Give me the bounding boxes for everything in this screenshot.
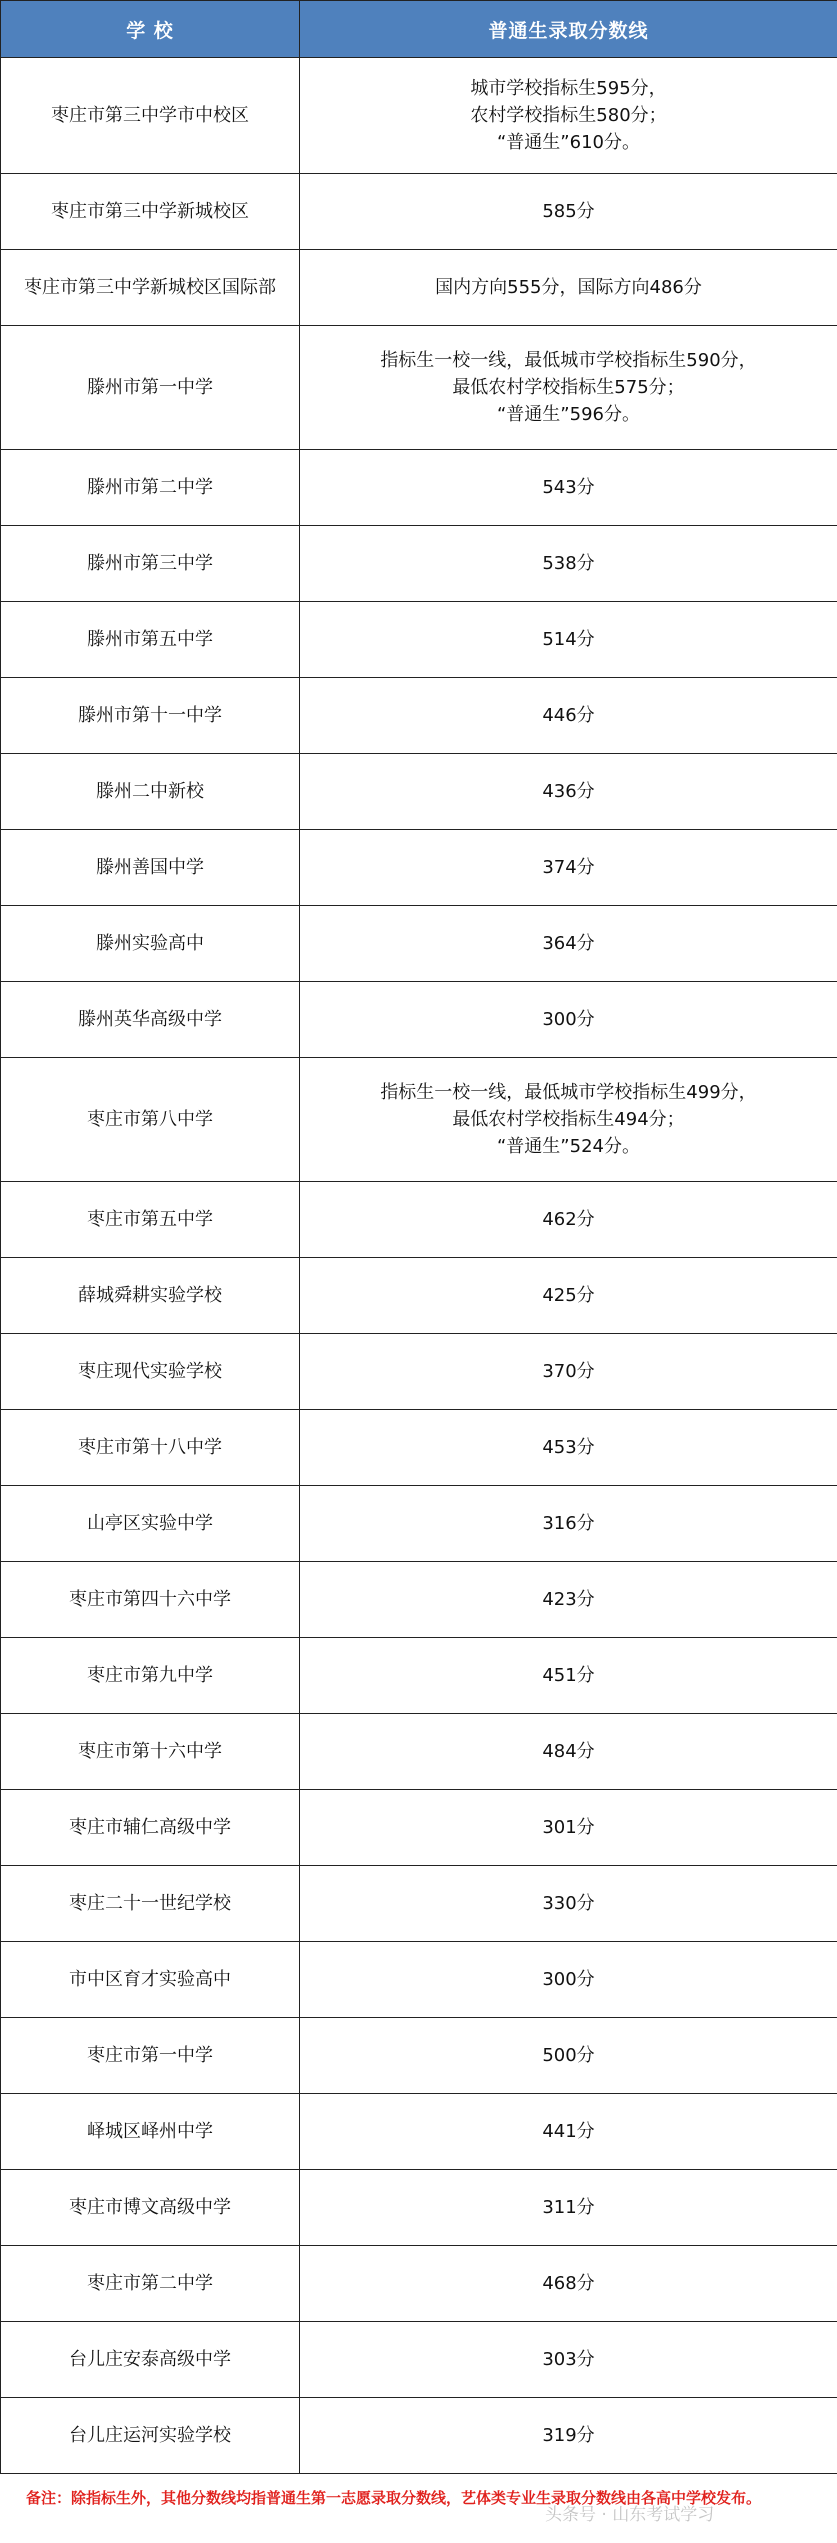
table-row xyxy=(1,830,837,906)
score-line: 468分 xyxy=(542,2273,595,2294)
school-cell: 枣庄市辅仁高级中学 xyxy=(1,1790,300,1866)
score-cell xyxy=(300,250,837,326)
score-cell xyxy=(300,602,837,678)
table-row xyxy=(1,2170,837,2246)
school-cell: 枣庄市第三中学新城校区 xyxy=(1,174,300,250)
score-cell xyxy=(300,2170,837,2246)
score-cell xyxy=(300,830,837,906)
table-row xyxy=(1,2398,837,2474)
score-cell xyxy=(300,1714,837,1790)
table-row xyxy=(1,2322,837,2398)
table-row xyxy=(1,2094,837,2170)
score-cell xyxy=(300,2246,837,2322)
school-cell: 台儿庄安泰高级中学 xyxy=(1,2322,300,2398)
footnote: 备注：除指标生外，其他分数线均指普通生第一志愿录取分数线，艺体类专业生录取分数线由各高中学校发布。 xyxy=(26,2489,762,2507)
table-body xyxy=(1,58,837,2474)
table-row xyxy=(1,1058,837,1182)
score-line: 425分 xyxy=(542,1285,595,1306)
score-line: 指标生一校一线，最低城市学校指标生590分， xyxy=(380,350,757,371)
score-line: 城市学校指标生595分， xyxy=(470,78,667,99)
table-header-row xyxy=(1,1,837,58)
score-line: “普通生”524分。 xyxy=(496,1136,640,1157)
score-cell xyxy=(300,326,837,450)
table-row xyxy=(1,1182,837,1258)
score-cell xyxy=(300,58,837,174)
table-row xyxy=(1,1258,837,1334)
score-line: “普通生”610分。 xyxy=(496,132,640,153)
table-row xyxy=(1,1942,837,2018)
table-row xyxy=(1,602,837,678)
score-line: 484分 xyxy=(542,1741,595,1762)
score-cell xyxy=(300,906,837,982)
table-row xyxy=(1,1790,837,1866)
school-cell: 枣庄市第十八中学 xyxy=(1,1410,300,1486)
table-row xyxy=(1,1714,837,1790)
table-row xyxy=(1,754,837,830)
header-score: 普通生录取分数线 xyxy=(300,1,837,58)
score-line: 374分 xyxy=(542,857,595,878)
score-cell xyxy=(300,1258,837,1334)
score-cell xyxy=(300,1942,837,2018)
score-line: 370分 xyxy=(542,1361,595,1382)
score-cell xyxy=(300,2322,837,2398)
score-line: 最低农村学校指标生494分； xyxy=(452,1109,685,1130)
score-cell xyxy=(300,450,837,526)
school-cell: 滕州二中新校 xyxy=(1,754,300,830)
school-cell: 薛城舜耕实验学校 xyxy=(1,1258,300,1334)
school-cell: 枣庄市第十六中学 xyxy=(1,1714,300,1790)
score-line: 农村学校指标生580分； xyxy=(470,105,667,126)
score-line: 301分 xyxy=(542,1817,595,1838)
table-row xyxy=(1,326,837,450)
school-cell: 枣庄市第四十六中学 xyxy=(1,1562,300,1638)
school-cell: 枣庄市第九中学 xyxy=(1,1638,300,1714)
score-line: 451分 xyxy=(542,1665,595,1686)
school-cell: 台儿庄运河实验学校 xyxy=(1,2398,300,2474)
score-line: 543分 xyxy=(542,477,595,498)
school-cell: 滕州善国中学 xyxy=(1,830,300,906)
school-cell: 滕州市第十一中学 xyxy=(1,678,300,754)
score-line: 423分 xyxy=(542,1589,595,1610)
score-line: 330分 xyxy=(542,1893,595,1914)
score-line: 538分 xyxy=(542,553,595,574)
table-row xyxy=(1,1410,837,1486)
score-line: 300分 xyxy=(542,1009,595,1030)
score-line: 585分 xyxy=(542,201,595,222)
table-row xyxy=(1,678,837,754)
score-cell xyxy=(300,1410,837,1486)
school-cell: 滕州实验高中 xyxy=(1,906,300,982)
score-cell xyxy=(300,678,837,754)
watermark: 头条号 · 山东考试学习 xyxy=(545,2505,715,2525)
school-cell: 枣庄市第二中学 xyxy=(1,2246,300,2322)
school-cell: 枣庄二十一世纪学校 xyxy=(1,1866,300,1942)
score-cell xyxy=(300,1790,837,1866)
score-cell xyxy=(300,982,837,1058)
score-line: 441分 xyxy=(542,2121,595,2142)
school-cell: 滕州市第五中学 xyxy=(1,602,300,678)
table-row xyxy=(1,1866,837,1942)
header-school: 学 校 xyxy=(1,1,300,58)
score-line: 316分 xyxy=(542,1513,595,1534)
score-line: 453分 xyxy=(542,1437,595,1458)
school-cell: 峄城区峄州中学 xyxy=(1,2094,300,2170)
school-cell: 枣庄市博文高级中学 xyxy=(1,2170,300,2246)
school-cell: 枣庄市第八中学 xyxy=(1,1058,300,1182)
score-cell xyxy=(300,1866,837,1942)
school-cell: 枣庄现代实验学校 xyxy=(1,1334,300,1410)
table-row xyxy=(1,526,837,602)
score-cell xyxy=(300,526,837,602)
school-cell: 滕州英华高级中学 xyxy=(1,982,300,1058)
score-line: 436分 xyxy=(542,781,595,802)
school-cell: 枣庄市第三中学市中校区 xyxy=(1,58,300,174)
table-row xyxy=(1,906,837,982)
score-line: 500分 xyxy=(542,2045,595,2066)
score-cell xyxy=(300,2398,837,2474)
score-cell xyxy=(300,1058,837,1182)
school-cell: 枣庄市第一中学 xyxy=(1,2018,300,2094)
table-row xyxy=(1,1486,837,1562)
school-cell: 枣庄市第五中学 xyxy=(1,1182,300,1258)
score-cell xyxy=(300,2094,837,2170)
score-line: 国内方向555分，国际方向486分 xyxy=(435,277,702,298)
table-row xyxy=(1,2018,837,2094)
score-cell xyxy=(300,2018,837,2094)
score-line: 303分 xyxy=(542,2349,595,2370)
score-line: “普通生”596分。 xyxy=(496,404,640,425)
table-row xyxy=(1,450,837,526)
score-line: 311分 xyxy=(542,2197,595,2218)
score-cell xyxy=(300,754,837,830)
score-cell xyxy=(300,1334,837,1410)
school-cell: 滕州市第三中学 xyxy=(1,526,300,602)
score-line: 最低农村学校指标生575分； xyxy=(452,377,685,398)
score-cell xyxy=(300,1562,837,1638)
table-row xyxy=(1,1638,837,1714)
table-row xyxy=(1,58,837,174)
table-row xyxy=(1,1562,837,1638)
score-cell xyxy=(300,1182,837,1258)
score-line: 514分 xyxy=(542,629,595,650)
score-line: 指标生一校一线，最低城市学校指标生499分， xyxy=(380,1082,757,1103)
table-row xyxy=(1,2246,837,2322)
score-line: 462分 xyxy=(542,1209,595,1230)
school-cell: 山亭区实验中学 xyxy=(1,1486,300,1562)
school-cell: 枣庄市第三中学新城校区国际部 xyxy=(1,250,300,326)
score-line: 319分 xyxy=(542,2425,595,2446)
school-cell: 滕州市第二中学 xyxy=(1,450,300,526)
table-row xyxy=(1,174,837,250)
score-line: 300分 xyxy=(542,1969,595,1990)
score-cell xyxy=(300,1486,837,1562)
school-cell: 市中区育才实验高中 xyxy=(1,1942,300,2018)
table-row xyxy=(1,250,837,326)
score-line: 364分 xyxy=(542,933,595,954)
school-cell: 滕州市第一中学 xyxy=(1,326,300,450)
score-cell xyxy=(300,1638,837,1714)
score-cell xyxy=(300,174,837,250)
table-row xyxy=(1,982,837,1058)
score-line: 446分 xyxy=(542,705,595,726)
table-row xyxy=(1,1334,837,1410)
